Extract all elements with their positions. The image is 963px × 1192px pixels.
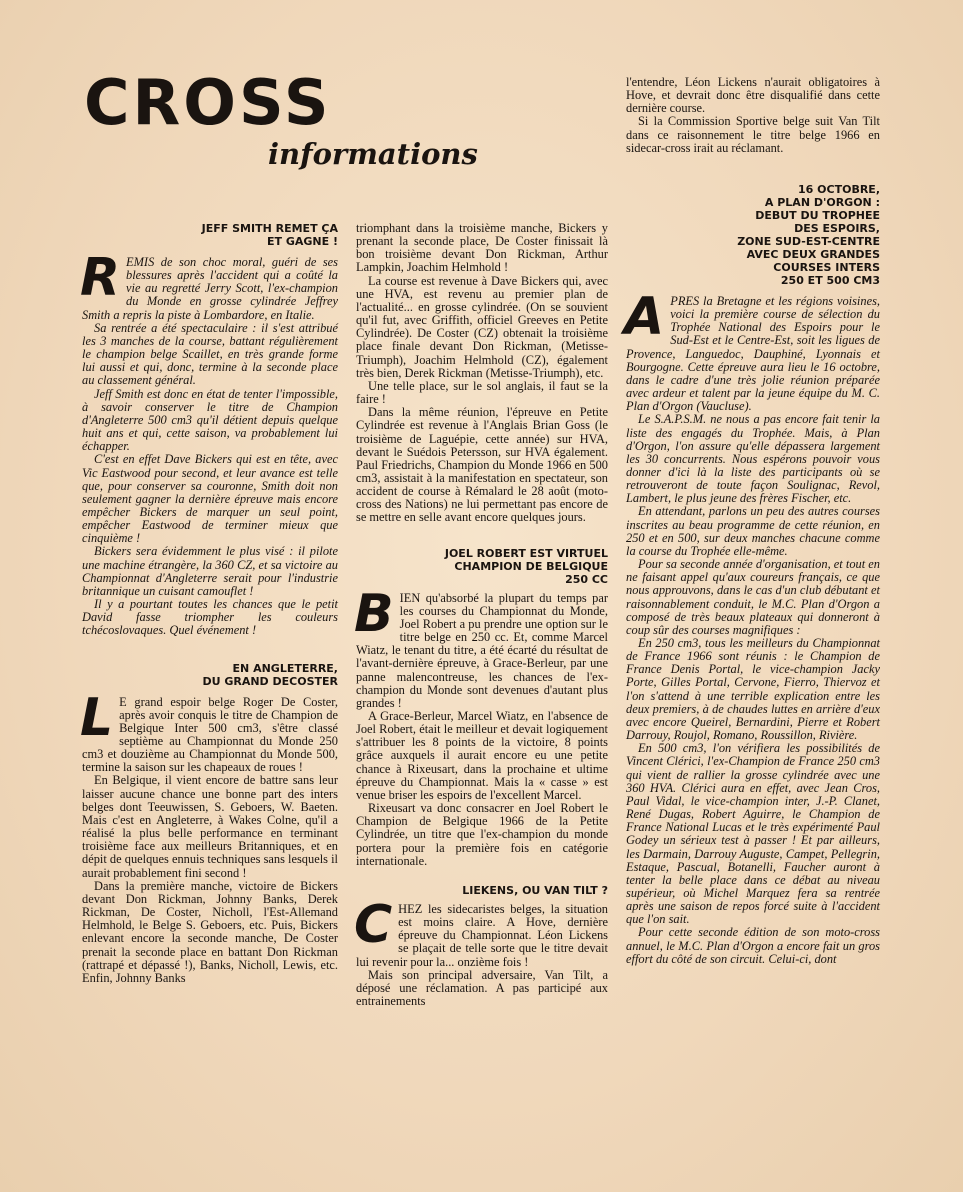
article-paragraph: l'entendre, Léon Lickens n'aurait obligatoires à Hove, et devrait donc être disqualifié dans cette dernière course.: [626, 75, 880, 116]
drop-cap: L: [80, 687, 114, 748]
article-paragraph: APRES la Bretagne et les régions voisines, voici la première course de sélection du Trophée National des Espoirs pour le Sud-Est et le Centre-Est, soit les ligues de Provence, Languedoc, Dauphiné, Lyonnais et Bourgogne. Cette épreuve aura lieu le 16 octobre, dans le cadre d'une très jolie réunion préparée avec ardeur et talent par la jeune équipe du M. C. Plan d'Orgon (Vaucluse).: [624, 286, 880, 414]
drop-cap: C: [354, 894, 393, 955]
article-paragraph: Il y a pourtant toutes les chances que le petit David fasse triompher les couleurs tchécoslovaques. Quel événement !: [82, 597, 338, 638]
column-right: [626, 76, 880, 966]
headline-joel-robert: JOEL ROBERT EST VIRTUEL CHAMPION DE BELGIQUE 250 CC: [444, 546, 608, 586]
article-paragraph: Dans la première manche, victoire de Bickers devant Don Rickman, Johnny Banks, Derek Rickman, De Coster, Nicholl, l'Est-Allemand Helmhold, le Belge S. Geboers, etc. Puis, Bickers enlevant encore la seconde manche, De Coster prenait la seconde place en battant Don Rickman (rattrapé et dépassé !), Banks, Nicholl, Lewis, etc. Enfin, Johnny Banks: [82, 878, 338, 985]
article-paragraph: BIEN qu'absorbé la plupart du temps par les courses du Championnat du Monde, Joel Robert a pu prendre une option sur le titre belge en 250 cc. Et, comme Marcel Wiatz, le tenant du titre, a été écarté du résultat de l'avant-dernière épreuve, à Grace-Berleur, par une panne malencontreuse, les chances de l'ex-champion du Monde sont devenues d'autant plus grandes !: [354, 583, 608, 710]
article-paragraph: Pour cette seconde édition de son moto-cross annuel, le M.C. Plan d'Orgon a encore fait un gros effort du côté de son circuit. Celui-ci, dont: [626, 925, 880, 966]
drop-cap: R: [80, 248, 121, 308]
article-paragraph: Pour sa seconde année d'organisation, et tout en ne faisant appel qu'aux coureurs français, ce que nous approuvons, dans le cas d'un club débutant et raisonnablement conduit, le M.C. Plan d'Orgon a composé de très beaux plateaux qui donneront à coup sûr des courses magnifiques :: [626, 557, 880, 637]
page-subtitle: informations: [268, 137, 478, 171]
article-paragraph: En Belgique, il vient encore de battre sans leur laisser aucune chance une bonne part des inters belges dont Teeuwissen, S. Geboers, W. Baeten. Mais c'est en Angleterre, à Wakes Colne, qu'il a réalisé la plus belle performance en terminant troisième face aux meilleurs Britanniques, et en dépit de quelques ennuis techniques sans lesquels il aurait probablement fini second !: [82, 773, 338, 880]
article-paragraph: L E grand espoir belge Roger De Coster, après avoir conquis le titre de Champion de Belgique Inter 500 cm3, s'être classé septième au Championnat du Monde 250 cm3 et douzième au Championnat du Monde 500, termine la saison sur les chapeaux de roues !: [80, 687, 338, 775]
article-paragraph: triomphant dans la troisième manche, Bickers y prenant la seconde place, De Coster finissait là bon troisième devant Don Rickman, Arthur Lampkin, Joachim Helmhold !: [356, 221, 608, 275]
article-paragraph: C'est en effet Dave Bickers qui est en tête, avec Vic Eastwood pour second, et leur avance est telle que, pour conserver sa couronne, Smith doit non seulement gagner la dernière épreuve mais encore empêcher Bickers de marquer un seul point, empêcher Eastwood de terminer mieux que cinquième !: [82, 452, 338, 546]
article-paragraph: Mais son principal adversaire, Van Tilt, a déposé une réclamation. A pas participé aux entrainements: [356, 967, 608, 1008]
article-paragraph: Si la Commission Sportive belge suit Van Tilt dans ce raisonnement le titre belge 1966 en sidecar-cross irait au réclamant.: [626, 114, 880, 155]
article-paragraph: A Grace-Berleur, Marcel Wiatz, en l'absence de Joel Robert, était le meilleur et devait logiquement s'attribuer les 8 points de la victoire, 8 points grâce auxquels il aurait encore eu une petite chance à Rixeusart, dans la prochaine et ultime épreuve du Championnat. Mais la « casse » est venue briser les espoirs de l'excellent Marcel.: [356, 709, 608, 802]
headline-liekens: LIEKENS, OU VAN TILT ?: [462, 883, 608, 897]
article-paragraph: Bickers sera évidemment le plus visé : il pilote une machine étrangère, la 360 CZ, et sa victoire au Championnat d'Angleterre serait pour l'industrie britannique un cuisant camouflet !: [82, 544, 338, 598]
article-paragraph: Sa rentrée a été spectaculaire : il s'est attribué les 3 manches de la course, battant régulièrement le champion belge Scaillet, en très grande forme lui aussi et qui, donc, termine à la seconde place au classement général.: [82, 320, 338, 388]
article-paragraph: REMIS de son choc moral, guéri de ses blessures après l'accident qui a coûté la vie au regretté Jerry Scott, l'ex-champion du Monde en grosse cylindrée Jeffrey Smith a repris la piste à Lombardore, en Italie.: [80, 248, 338, 322]
article-paragraph: CHEZ les sidecaristes belges, la situation est moins claire. A Hove, dernière épreuve du Championnat. Léon Lickens se plaçait de telle sorte que le titre devait lui revenir pour la... onzième fois !: [354, 894, 608, 969]
article-paragraph: Le S.A.P.S.M. ne nous a pas encore fait tenir la liste des engagés du Trophée. Mais, à Plan d'Orgon, l'on assure qu'elle dépassera largement les 30 concurrents. Nous espérons pouvoir vous donner d'ici là la liste des participants où se retrouveront de toute façon Soulignac, Revol, Lambert, le plus jeune des frères Fischer, etc.: [626, 412, 880, 506]
article-paragraph: Dans la même réunion, l'épreuve en Petite Cylindrée est revenue à l'Anglais Brian Goss (le troisième de Laguépie, cette année) sur HVA, devant le Suédois Petersson, sur HVA également. Paul Friedrichs, Champion du Monde 1966 en 500 cm3, assistait à la manifestation en spectateur, son accident de course à Rémalard le 28 août (moto-cross des Nations) ne lui permettant pas encore de se mettre en selle avant encore quelques jours.: [356, 405, 608, 525]
article-paragraph: Rixeusart va donc consacrer en Joel Robert le Champion de Belgique 1966 de la Petite Cylindrée, un titre que l'ex-champion du monde portera pour la première fois en catégorie internationale.: [356, 801, 608, 868]
column-left: [82, 222, 338, 985]
column-middle: [356, 222, 608, 1008]
headline-angleterre: EN ANGLETERRE, DU GRAND DECOSTER: [202, 661, 338, 688]
article-paragraph: Une telle place, sur le sol anglais, il faut se la faire !: [356, 378, 608, 407]
article-paragraph: Jeff Smith est donc en état de tenter l'impossible, à savoir conserver le titre de Champion d'Angleterre 500 cm3 qu'il détient depuis quelque huit ans et qui, cette saison, va probablement lui échapper.: [82, 386, 338, 454]
headline-plan-dorgon: 16 OCTOBRE, A PLAN D'ORGON : DEBUT DU TROPHEE DES ESPOIRS, ZONE SUD-EST-CENTRE AVEC DEUX GRANDES COURSES INTERS 250 ET 500 CM3: [737, 182, 880, 287]
article-paragraph: En 500 cm3, l'on vérifiera les possibilités de Vincent Clérici, l'ex-Champion de France 250 cm3 qui vient de rallier la grosse cylindrée avec une 360 HVA. Clérici aura en effet, avec Jean Cros, Paul Vidal, le vice-champion inter, J.-P. Clanet, René Dugas, Robert Aguirre, le Champion de France National Lucas et le très expérimenté Paul Godey un sérieux test à passer ! Et par ailleurs, les Darmain, Darrouy Auguste, Campet, Pellegrin, Estaque, Pascual, Botanelli, Faucher auront à tenter la belle place dans ce débat au niveau supérieur, où Michel Marquez fera sa rentrée après une saison de repos forcé suite à l'accident que l'on sait.: [626, 741, 880, 927]
headline-jeff-smith: JEFF SMITH REMET ÇA ET GAGNE !: [201, 222, 338, 248]
article-paragraph: En 250 cm3, tous les meilleurs du Championnat de France 1966 sont réunis : le Champion de France Denis Portal, le vice-champion Jacky Porte, Gilles Portal, Cervone, Fierro, Thiervoz et l'on s'attend à une terrible explication entre les deux premiers, à de chaudes luttes en arrière d'eux avec encore Queirel, Bernardini, Pierre et Robert Darrouy, Roujol, Romano, Roussillon, Rivière.: [626, 636, 880, 743]
article-paragraph: La course est revenue à Dave Bickers qui, avec une HVA, est revenu au premier plan de l'actualité... en grosse cylindrée. (On se souvient qu'il fut, avec Griffith, officiel Greeves en Petite Cylindrée). De Coster (CZ) obtenait la troisième place finale devant Don Rickman, (Metisse-Triumph), Joachim Helmhold (CZ), également très bien, Derek Rickman (Metisse-Triumph), etc.: [356, 273, 608, 380]
drop-cap: A: [624, 286, 665, 347]
drop-cap: B: [354, 583, 394, 644]
article-paragraph: En attendant, parlons un peu des autres courses inscrites au beau programme de cette réunion, en 250 et en 500, sur deux manches chacune comme la course du Trophée elle-même.: [626, 504, 880, 558]
page-title: CROSS: [84, 66, 332, 139]
